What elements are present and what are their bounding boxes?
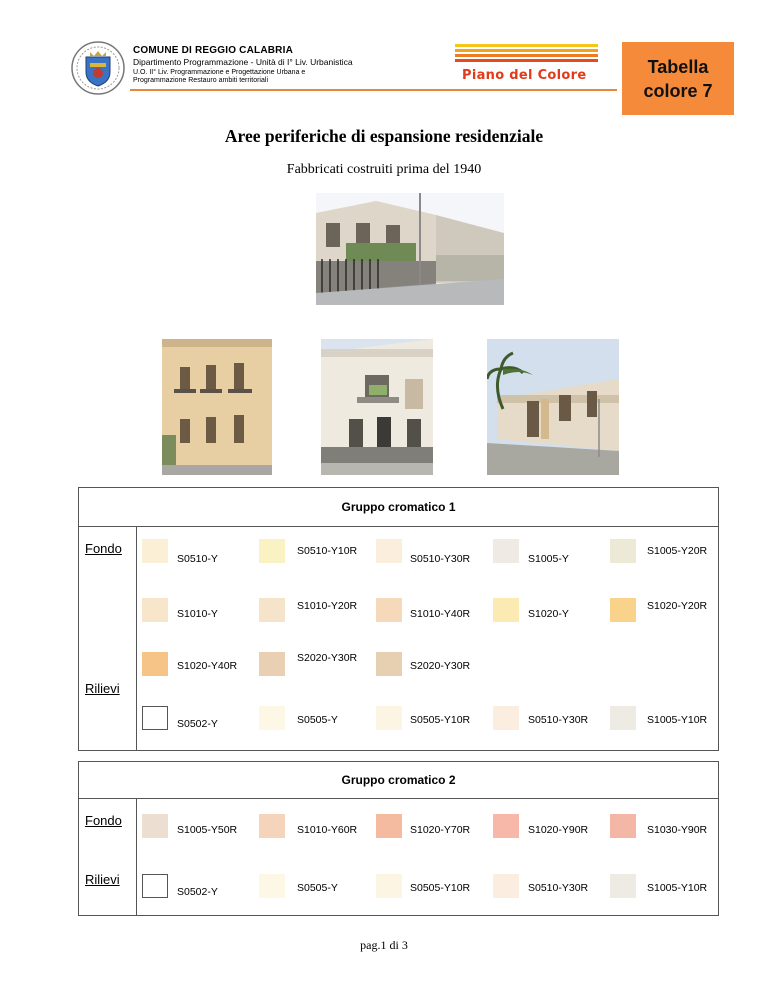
group1-rilievi-2-swatch: [376, 706, 402, 730]
tabella-line-1: Tabella: [647, 56, 709, 77]
tabella-line-2: colore 7: [643, 80, 713, 101]
group2-rilievi-0-swatch: [142, 874, 168, 898]
group2-fondo-3-swatch: [493, 814, 519, 838]
group1-fondo-2-2-code: S2020-Y30R: [410, 660, 471, 672]
group2-fondo-3-code: S1020-Y90R: [528, 824, 589, 836]
group1-fondo-1-4-code: S1020-Y20R: [647, 600, 708, 612]
group2-rilievi-3-swatch: [493, 874, 519, 898]
page-footer: pag.1 di 3: [360, 938, 408, 952]
two-storey-building-photo: [162, 339, 272, 475]
group1-fondo-1-4-swatch: [610, 598, 636, 622]
piano-colore-stripes: [455, 44, 598, 64]
group2-fondo-1-code: S1010-Y60R: [297, 824, 358, 836]
page-title: Aree periferiche di espansione residenziale: [224, 126, 544, 146]
group2-fondo-4-code: S1030-Y90R: [647, 824, 708, 836]
group1-fondo-2-2-swatch: [376, 652, 402, 676]
group2-fondo-2-code: S1020-Y70R: [410, 824, 471, 836]
group1-fondo-0-1-swatch: [259, 539, 285, 563]
group1-fondo-2-0-swatch: [142, 652, 168, 676]
group2-rilievi-label: Rilievi: [85, 872, 120, 887]
group1-fondo-1-3-code: S1020-Y: [528, 608, 569, 620]
city-seal-logo: [70, 40, 126, 96]
group1-rilievi-2-code: S0505-Y10R: [410, 714, 471, 726]
group1-fondo-label: Fondo: [85, 541, 122, 556]
dept-line: Dipartimento Programmazione - Unità di I° Liv. Urbanistica: [133, 57, 353, 67]
group1-fondo-1-2-code: S1010-Y40R: [410, 608, 471, 620]
corner-villa-photo: [316, 193, 504, 305]
group2-rilievi-3-code: S0510-Y30R: [528, 882, 589, 894]
group2-rilievi-0-code: S0502-Y: [177, 886, 218, 898]
group1-fondo-1-1-code: S1010-Y20R: [297, 600, 358, 612]
group2-fondo-2-swatch: [376, 814, 402, 838]
group2-fondo-1-swatch: [259, 814, 285, 838]
page-subtitle: Fabbricati costruiti prima del 1940: [286, 162, 482, 177]
group1-table: [78, 487, 719, 751]
piano-del-colore-label: Piano del Colore: [462, 68, 587, 83]
org-title: COMUNE DI REGGIO CALABRIA: [133, 45, 293, 56]
group1-title: Gruppo cromatico 1: [79, 488, 718, 527]
palm-street-house-photo: [487, 339, 619, 475]
group2-fondo-0-swatch: [142, 814, 168, 838]
group2-rilievi-2-swatch: [376, 874, 402, 898]
group1-fondo-0-1-code: S0510-Y10R: [297, 545, 358, 557]
group2-fondo-label: Fondo: [85, 813, 122, 828]
group1-fondo-1-3-swatch: [493, 598, 519, 622]
group1-fondo-0-2-code: S0510-Y30R: [410, 553, 471, 565]
group2-divider: [136, 799, 137, 915]
group1-fondo-1-2-swatch: [376, 598, 402, 622]
group1-fondo-2-0-code: S1020-Y40R: [177, 660, 238, 672]
group1-rilievi-3-swatch: [493, 706, 519, 730]
group1-fondo-0-0-code: S0510-Y: [177, 553, 218, 565]
tabella-colore-badge: [622, 42, 734, 115]
group1-rilievi-label: Rilievi: [85, 681, 120, 696]
header-rule: [130, 89, 617, 91]
group2-rilievi-4-swatch: [610, 874, 636, 898]
group2-rilievi-4-code: S1005-Y10R: [647, 882, 708, 894]
unit-line: U.O. II° Liv. Programmazione e Progettazione Urbana e: [133, 69, 306, 76]
group1-fondo-0-3-code: S1005-Y: [528, 553, 569, 565]
group1-divider: [136, 527, 137, 750]
group1-rilievi-0-code: S0502-Y: [177, 718, 218, 730]
group1-rilievi-3-code: S0510-Y30R: [528, 714, 589, 726]
group1-rilievi-1-code: S0505-Y: [297, 714, 338, 726]
group1-rilievi-4-code: S1005-Y10R: [647, 714, 708, 726]
group1-rilievi-1-swatch: [259, 706, 285, 730]
balcony-house-photo: [321, 339, 433, 475]
group1-fondo-1-0-swatch: [142, 598, 168, 622]
group1-fondo-0-4-swatch: [610, 539, 636, 563]
group1-fondo-1-0-code: S1010-Y: [177, 608, 218, 620]
group1-fondo-2-1-swatch: [259, 652, 285, 676]
group1-fondo-0-0-swatch: [142, 539, 168, 563]
group2-rilievi-2-code: S0505-Y10R: [410, 882, 471, 894]
unit-line-2: Programmazione Restauro ambiti territoriali: [133, 77, 268, 84]
group1-fondo-0-2-swatch: [376, 539, 402, 563]
group1-fondo-0-3-swatch: [493, 539, 519, 563]
group1-fondo-2-1-code: S2020-Y30R: [297, 652, 358, 664]
group1-fondo-0-4-code: S1005-Y20R: [647, 545, 708, 557]
group1-fondo-1-1-swatch: [259, 598, 285, 622]
group2-table: [78, 761, 719, 916]
group2-rilievi-1-swatch: [259, 874, 285, 898]
group2-rilievi-1-code: S0505-Y: [297, 882, 338, 894]
group2-fondo-0-code: S1005-Y50R: [177, 824, 238, 836]
group2-title: Gruppo cromatico 2: [79, 762, 718, 799]
group1-rilievi-0-swatch: [142, 706, 168, 730]
group2-fondo-4-swatch: [610, 814, 636, 838]
group1-rilievi-4-swatch: [610, 706, 636, 730]
